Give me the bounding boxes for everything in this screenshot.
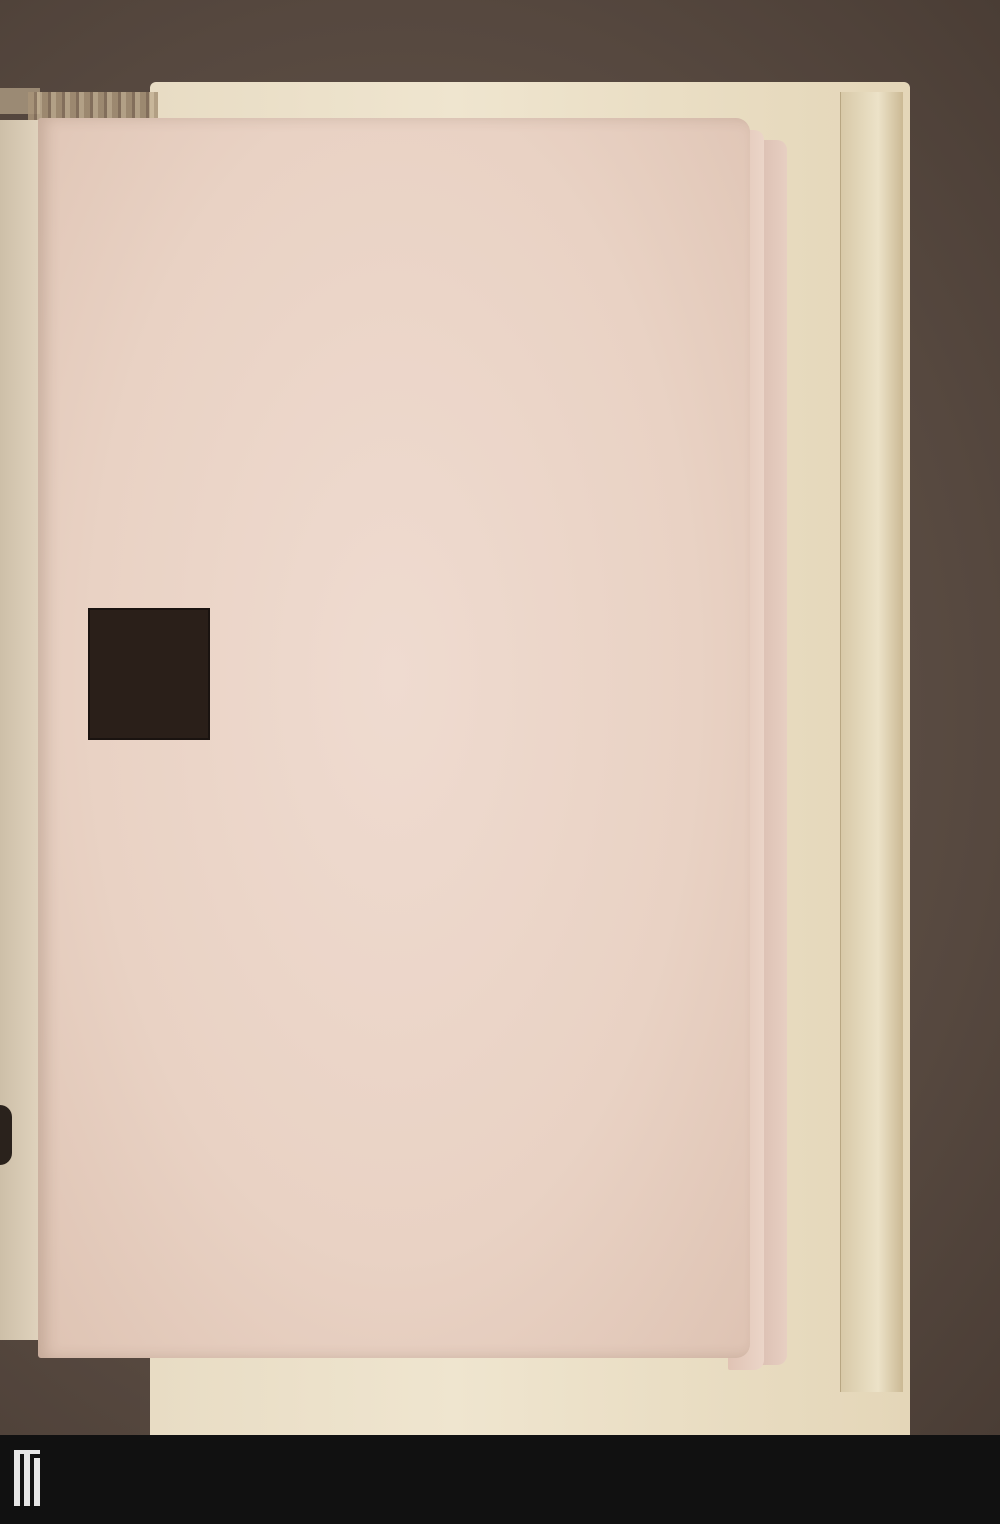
- library-logo-icon: [12, 1448, 46, 1508]
- left-page-mark: [0, 1105, 12, 1165]
- cover-flap: [840, 92, 903, 1392]
- drop-cap-letter: [90, 610, 208, 738]
- drop-cap: [88, 608, 210, 740]
- footer-bar: [0, 1435, 1000, 1524]
- ornament-band: [78, 222, 636, 372]
